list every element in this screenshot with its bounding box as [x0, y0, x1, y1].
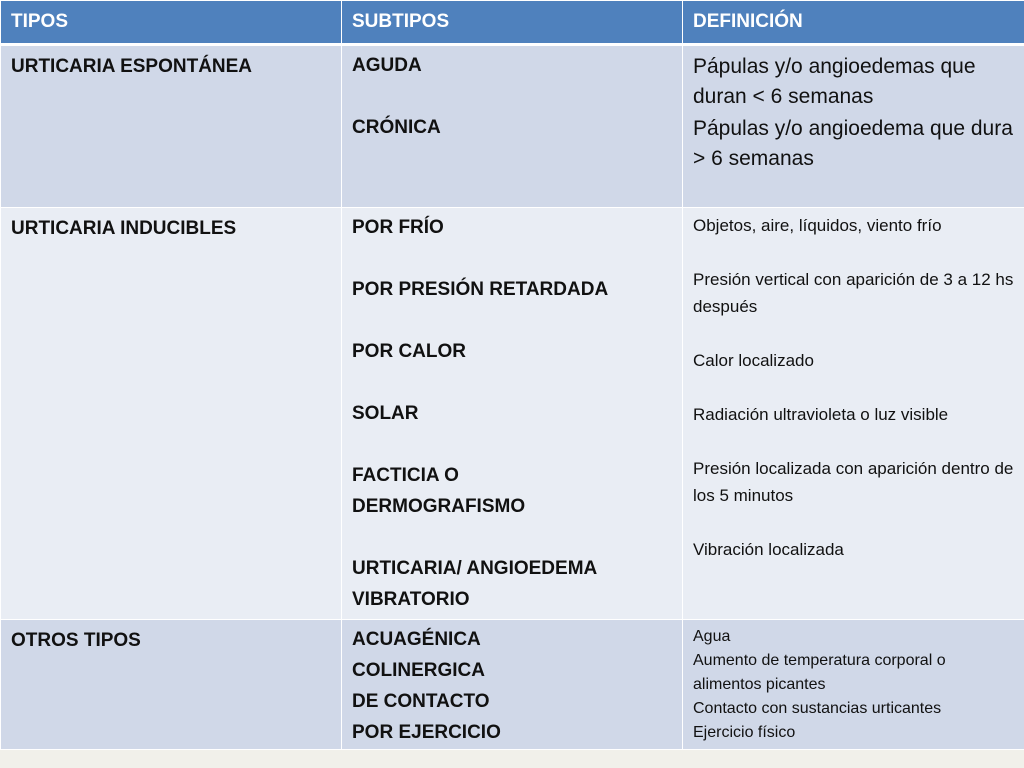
subtipo-item: ACUAGÉNICA: [352, 629, 481, 650]
definicion-item: Pápulas y/o angioedemas que duran < 6 semanas: [693, 55, 976, 108]
subtipos-cell: [342, 45, 683, 208]
definicion-item: Calor localizado: [693, 351, 814, 370]
definicion-item: Ejercicio físico: [693, 724, 796, 741]
definicion-item: Vibración localizada: [693, 540, 844, 559]
subtipo-item: COLINERGICA: [352, 660, 485, 681]
subtipo-item: SOLAR: [352, 403, 419, 424]
subtipo-item: AGUDA: [352, 55, 422, 76]
tipo-cell: URTICARIA INDUCIBLES: [1, 208, 342, 620]
table-row-espontanea: [1, 45, 1024, 208]
subtipo-item: POR FRÍO: [352, 217, 444, 238]
header-subtipos: SUBTIPOS: [342, 1, 683, 45]
definiciones-cell: [683, 208, 1024, 620]
definicion-item: Agua: [693, 628, 731, 645]
table-row-otros: [1, 620, 1024, 750]
subtipo-item: POR CALOR: [352, 341, 466, 362]
definicion-item: Radiación ultravioleta o luz visible: [693, 405, 949, 424]
definiciones-cell: [683, 620, 1024, 750]
tipo-cell: OTROS TIPOS: [1, 620, 342, 750]
header-tipos: TIPOS: [1, 1, 342, 45]
subtipos-cell: [342, 208, 683, 620]
definicion-item: Aumento de temperatura corporal o alimentos picantes: [693, 652, 946, 693]
definicion-item: Presión localizada con aparición dentro de los 5 minutos: [693, 459, 1014, 505]
tipo-cell: URTICARIA ESPONTÁNEA: [1, 45, 342, 208]
subtipo-item: POR PRESIÓN RETARDADA: [352, 279, 609, 300]
table-row-inducibles: [1, 208, 1024, 620]
definiciones-cell: [683, 45, 1024, 208]
definicion-item: Presión vertical con aparición de 3 a 12 hs después: [693, 270, 1014, 316]
subtipo-item: FACTICIA O DERMOGRAFISMO: [352, 465, 526, 517]
header-row: [1, 1, 1024, 45]
subtipo-item: POR EJERCICIO: [352, 722, 501, 743]
subtipo-item: CRÓNICA: [352, 117, 441, 138]
definicion-item: Objetos, aire, líquidos, viento frío: [693, 216, 942, 235]
definicion-item: Pápulas y/o angioedema que dura > 6 semanas: [693, 117, 1013, 170]
subtipo-item: URTICARIA/ ANGIOEDEMA VIBRATORIO: [352, 558, 597, 610]
subtipos-cell: [342, 620, 683, 750]
subtipo-item: DE CONTACTO: [352, 691, 490, 712]
definicion-item: Contacto con sustancias urticantes: [693, 700, 942, 717]
header-definicion: DEFINICIÓN: [683, 1, 1024, 45]
